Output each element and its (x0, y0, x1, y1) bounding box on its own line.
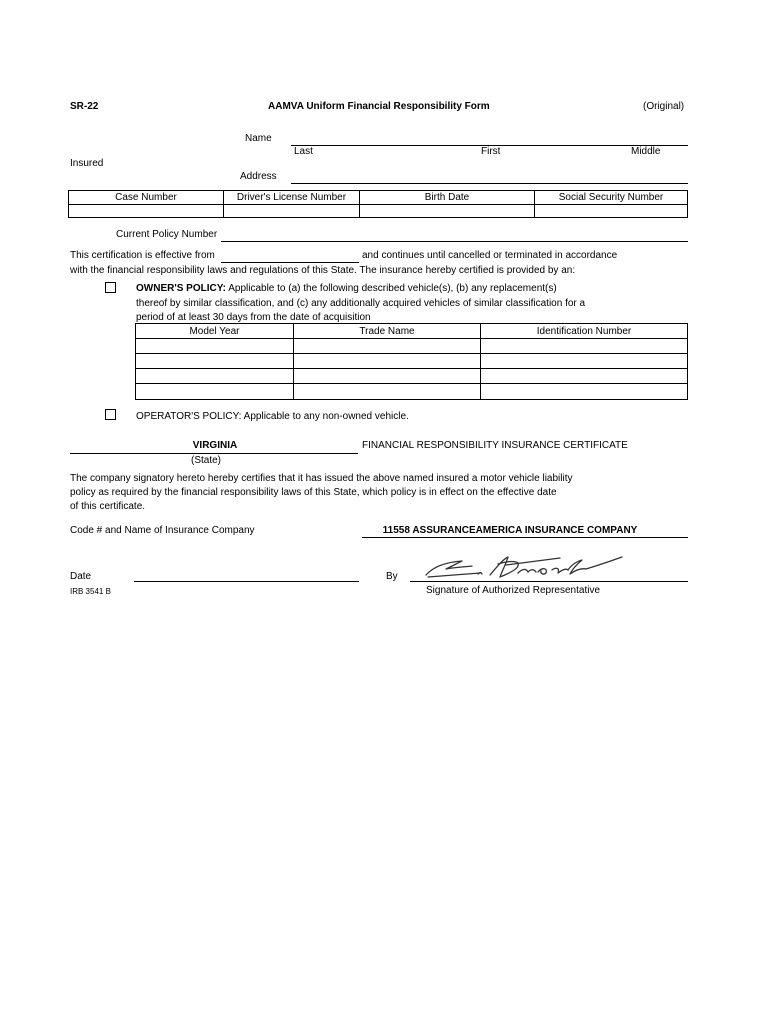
vehicle-table (135, 323, 688, 400)
form-id: SR-22 (70, 101, 99, 112)
operators-policy-label: OPERATOR'S POLICY: Applicable to any non-owned vehicle. (136, 411, 409, 422)
vehicle-model-year-field[interactable] (136, 354, 293, 368)
certification-line3: of this certificate. (70, 501, 146, 512)
certification-line2: policy as required by the financial responsibility laws of this State, which policy is in effect on the effective date (70, 487, 557, 498)
insured-label: Insured (70, 158, 104, 169)
address-line[interactable] (291, 183, 688, 184)
last-name-label: Last (294, 146, 313, 157)
effective-line-2: with the financial responsibility laws and regulations of this State. The insurance hereby certified is provided by an: (70, 265, 576, 276)
state-label: (State) (190, 455, 221, 466)
col-case-number: Case Number (115, 192, 177, 203)
date-line[interactable] (134, 581, 359, 582)
vehicle-id-number-field[interactable] (481, 354, 687, 368)
col-birth-date: Birth Date (424, 192, 470, 203)
vehicle-model-year-field[interactable] (136, 339, 293, 353)
vehicle-model-year-field[interactable] (136, 384, 293, 399)
vehicle-id-number-field[interactable] (481, 384, 687, 399)
col-identification-number: Identification Number (536, 326, 632, 337)
middle-name-label: Middle (631, 146, 661, 157)
date-label: Date (70, 571, 92, 582)
vehicle-id-number-field[interactable] (481, 339, 687, 353)
vehicle-trade-name-field[interactable] (294, 384, 480, 399)
signature-rep-label: Signature of Authorized Representative (426, 585, 600, 596)
vehicle-id-number-field[interactable] (481, 369, 687, 383)
state-line (70, 453, 358, 454)
col-drivers-license: Driver's License Number (236, 192, 347, 203)
current-policy-label: Current Policy Number (116, 229, 218, 240)
owners-policy-text: Applicable to (a) the following described vehicle(s), (b) any replacement(s) (225, 283, 557, 294)
vehicle-model-year-field[interactable] (136, 369, 293, 383)
first-name-label: First (481, 146, 501, 157)
company-label: Code # and Name of Insurance Company (70, 525, 255, 536)
owners-policy-line2: thereof by similar classification, and (c) any additionally acquired vehicles of similar classification for a (136, 298, 586, 309)
effective-suffix: and continues until cancelled or terminated in accordance (362, 250, 618, 261)
operators-policy-checkbox[interactable] (105, 409, 116, 420)
ssn-field[interactable] (535, 205, 687, 217)
id-table (68, 190, 688, 218)
form-code: IRB 3541 B (70, 587, 111, 596)
certificate-title: FINANCIAL RESPONSIBILITY INSURANCE CERTIFICATE (362, 440, 628, 451)
col-model-year: Model Year (189, 326, 240, 337)
vehicle-trade-name-field[interactable] (294, 339, 480, 353)
col-ssn: Social Security Number (558, 192, 664, 203)
owners-policy-line1 (136, 283, 557, 294)
case-number-field[interactable] (69, 205, 223, 217)
birth-date-field[interactable] (360, 205, 534, 217)
effective-prefix: This certification is effective from (70, 250, 215, 261)
current-policy-line[interactable] (221, 241, 688, 242)
form-title: AAMVA Uniform Financial Responsibility Form (268, 101, 490, 112)
name-label: Name (245, 133, 272, 144)
company-value: 11558 ASSURANCEAMERICA INSURANCE COMPANY (382, 525, 638, 536)
signature-image (410, 548, 630, 584)
owners-policy-checkbox[interactable] (105, 282, 116, 293)
address-label: Address (240, 171, 277, 182)
owners-policy-line3: period of at least 30 days from the date of acquisition (136, 312, 371, 323)
owners-policy-label: OWNER'S POLICY: (136, 283, 226, 294)
effective-date-line[interactable] (221, 262, 359, 263)
vehicle-trade-name-field[interactable] (294, 354, 480, 368)
by-label: By (386, 571, 398, 582)
vehicle-trade-name-field[interactable] (294, 369, 480, 383)
col-trade-name: Trade Name (359, 326, 415, 337)
company-line (362, 537, 688, 538)
certification-line1: The company signatory hereto hereby certifies that it has issued the above named insured a motor vehicle liability (70, 473, 573, 484)
form-copy-label: (Original) (643, 101, 685, 112)
state-value: VIRGINIA (192, 440, 238, 451)
drivers-license-field[interactable] (224, 205, 359, 217)
